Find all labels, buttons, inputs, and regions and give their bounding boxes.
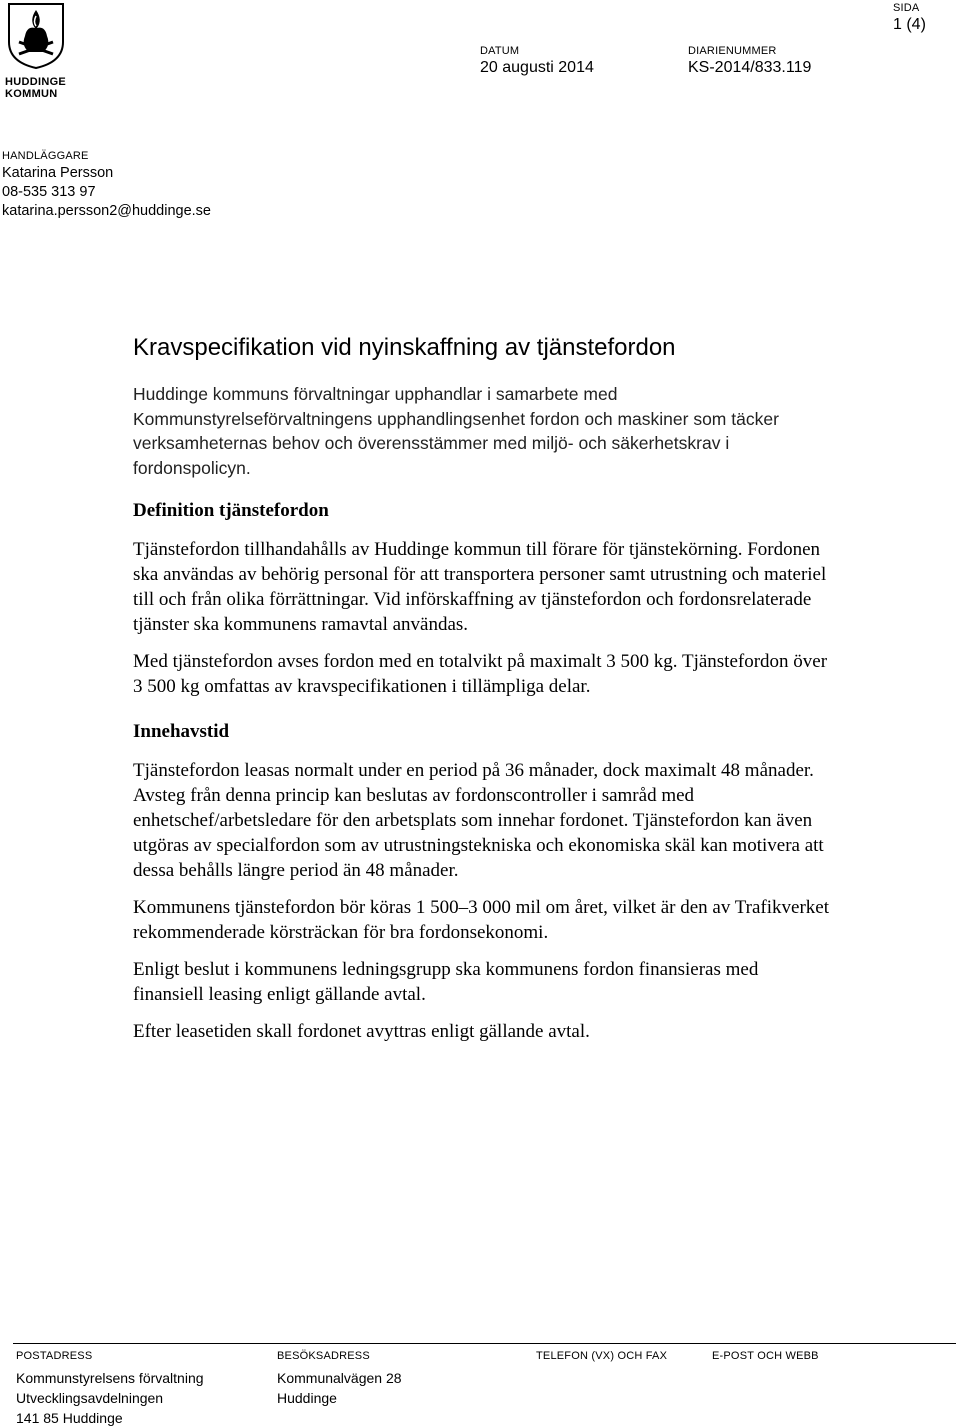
datum-value: 20 augusti 2014 (480, 59, 594, 76)
diarienummer-label: DIARIENUMMER (688, 45, 777, 57)
handler-block (2, 150, 211, 221)
sida-value: 1 (4) (893, 16, 926, 33)
diarienummer-value: KS-2014/833.119 (688, 59, 812, 76)
besoksadress-line-2: Huddinge (277, 1390, 337, 1406)
innehavstid-paragraph-4: Efter leasetiden skall fordonet avyttras enligt gällande avtal. (133, 1021, 590, 1042)
definition-paragraph-1: Tjänstefordon tillhandahålls av Huddinge kommun till förare för tjänstekörning. Fordonen ska användas av behörig personal för att transportera personer samt utrustning och materiel till och från olika förrättningar. Vid införskaffning av tjänstefordon och fordonsrelaterade tjänster ska kommunens ramavtal användas. (133, 539, 827, 635)
innehavstid-paragraph-1: Tjänstefordon leasas normalt under en period på 36 månader, dock maximalt 48 månader. Avsteg från denna princip kan beslutas av fordonscontroller i samråd med enhetschef/arbetsledare för den arbetsplats som innehar fordonet. Tjänstefordon kan även utgöras av specialfordon som av utrustningstekniska och ekonomiska skäl kan motivera att dessa behålls längre period än 48 månader. (133, 760, 824, 881)
footer-epost (712, 1350, 819, 1368)
section-heading-definition: Definition tjänstefordon (133, 500, 329, 521)
document-body (133, 382, 833, 1056)
postadress-line-3: 141 85 Huddinge (16, 1410, 123, 1426)
logo-text-line-1: HUDDINGE (5, 76, 67, 88)
besoksadress-label: BESÖKSADRESS (277, 1350, 370, 1362)
intro-paragraph: Huddinge kommuns förvaltningar upphandlar i samarbete med Kommunstyrelseförvaltningens upphandlingsenhet fordon och maskiner som täcker verksamheternas behov och överensstämmer med miljö- och säkerhetskrav i fordonspolicyn. (133, 384, 779, 478)
postadress-label: POSTADRESS (16, 1350, 93, 1362)
footer-telefon (536, 1350, 667, 1368)
footer-divider (13, 1343, 956, 1344)
innehavstid-paragraph-3: Enligt beslut i kommunens ledningsgrupp ska kommunens fordon finansieras med finansiell leasing enligt gällande avtal. (133, 959, 759, 1005)
footer-besoksadress (277, 1350, 402, 1408)
diarienummer-field (688, 45, 811, 77)
handler-label: HANDLÄGGARE (2, 150, 89, 162)
logo-text-line-2: KOMMUN (5, 88, 58, 100)
besoksadress-line-1: Kommunalvägen 28 (277, 1370, 402, 1386)
postadress-line-1: Kommunstyrelsens förvaltning (16, 1370, 204, 1386)
datum-field (480, 45, 594, 77)
coat-of-arms-icon (5, 2, 67, 70)
document-title: Kravspecifikation vid nyinskaffning av tjänstefordon (133, 334, 676, 361)
innehavstid-paragraph-2: Kommunens tjänstefordon bör köras 1 500–3 000 mil om året, vilket är den av Trafikverket rekommenderade körsträckan för bra fordonsekonomi. (133, 897, 830, 943)
huddinge-kommun-logo (5, 2, 67, 100)
telefon-label: TELEFON (VX) OCH FAX (536, 1350, 668, 1362)
footer-postadress (16, 1350, 204, 1428)
section-heading-innehavstid: Innehavstid (133, 721, 230, 742)
sida-field (893, 2, 926, 34)
epost-label: E-POST OCH WEBB (712, 1350, 819, 1362)
handler-name: Katarina Persson (2, 165, 114, 181)
datum-label: DATUM (480, 45, 520, 57)
handler-email: katarina.persson2@huddinge.se (2, 203, 211, 219)
sida-label: SIDA (893, 2, 920, 14)
definition-paragraph-2: Med tjänstefordon avses fordon med en totalvikt på maximalt 3 500 kg. Tjänstefordon över 3 500 kg omfattas av kravspecifikationen i tillämpliga delar. (133, 651, 828, 697)
postadress-line-2: Utvecklingsavdelningen (16, 1390, 164, 1406)
handler-phone: 08-535 313 97 (2, 184, 96, 200)
